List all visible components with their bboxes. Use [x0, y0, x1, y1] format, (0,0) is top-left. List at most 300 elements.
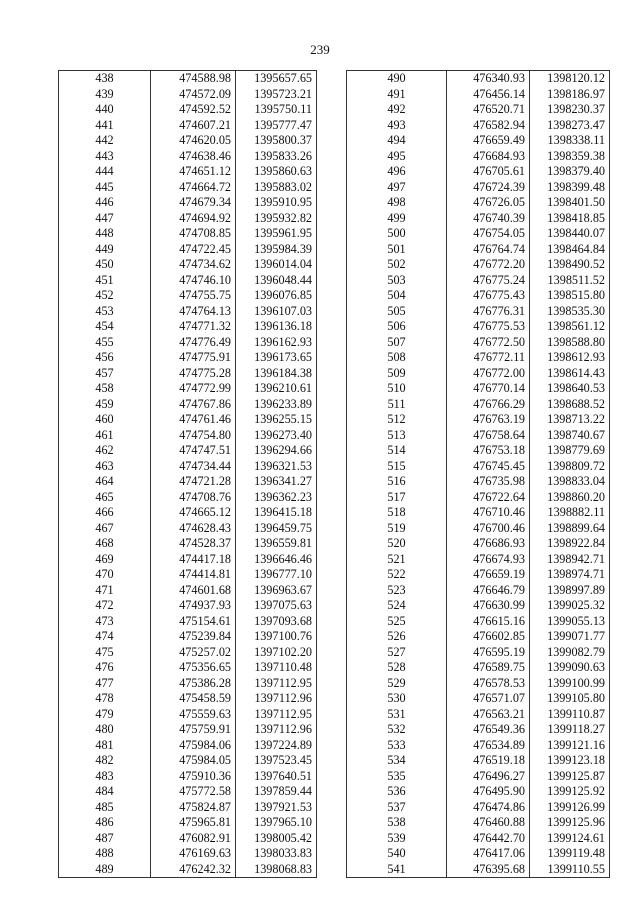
table-row [59, 164, 317, 180]
table-row [347, 707, 610, 723]
x-coordinate-cell: 474620.05 [151, 133, 236, 149]
point-number-cell: 451 [59, 273, 151, 289]
table-row [347, 459, 610, 475]
x-coordinate-cell: 474601.68 [151, 583, 236, 599]
table-row [59, 738, 317, 754]
y-coordinate-cell: 1396341.27 [236, 474, 317, 490]
x-coordinate-cell: 475257.02 [151, 645, 236, 661]
point-number-cell: 442 [59, 133, 151, 149]
table-row [59, 149, 317, 165]
y-coordinate-cell: 1398230.37 [530, 102, 610, 118]
point-number-cell: 491 [347, 87, 447, 103]
x-coordinate-cell: 476740.39 [447, 211, 530, 227]
coordinate-table-right [346, 70, 610, 878]
point-number-cell: 516 [347, 474, 447, 490]
table-row [347, 226, 610, 242]
point-number-cell: 510 [347, 381, 447, 397]
point-number-cell: 531 [347, 707, 447, 723]
point-number-cell: 526 [347, 629, 447, 645]
table-row [59, 815, 317, 831]
point-number-cell: 444 [59, 164, 151, 180]
y-coordinate-cell: 1396777.10 [236, 567, 317, 583]
x-coordinate-cell: 476724.39 [447, 180, 530, 196]
x-coordinate-cell: 476460.88 [447, 815, 530, 831]
y-coordinate-cell: 1399119.48 [530, 846, 610, 862]
table-row [59, 521, 317, 537]
y-coordinate-cell: 1399105.80 [530, 691, 610, 707]
table-row [347, 753, 610, 769]
y-coordinate-cell: 1397965.10 [236, 815, 317, 831]
x-coordinate-cell: 474592.52 [151, 102, 236, 118]
x-coordinate-cell: 476684.93 [447, 149, 530, 165]
table-row [59, 784, 317, 800]
x-coordinate-cell: 476775.43 [447, 288, 530, 304]
point-number-cell: 488 [59, 846, 151, 862]
x-coordinate-cell: 476571.07 [447, 691, 530, 707]
x-coordinate-cell: 474665.12 [151, 505, 236, 521]
x-coordinate-cell: 476242.32 [151, 862, 236, 878]
table-row [347, 428, 610, 444]
x-coordinate-cell: 474664.72 [151, 180, 236, 196]
table-row [347, 133, 610, 149]
y-coordinate-cell: 1395860.63 [236, 164, 317, 180]
y-coordinate-cell: 1395883.02 [236, 180, 317, 196]
table-row [59, 614, 317, 630]
y-coordinate-cell: 1398833.04 [530, 474, 610, 490]
y-coordinate-cell: 1396255.15 [236, 412, 317, 428]
table-row [59, 273, 317, 289]
x-coordinate-cell: 476770.14 [447, 381, 530, 397]
table-row [59, 87, 317, 103]
y-coordinate-cell: 1397112.96 [236, 722, 317, 738]
point-number-cell: 509 [347, 366, 447, 382]
x-coordinate-cell: 476710.46 [447, 505, 530, 521]
point-number-cell: 495 [347, 149, 447, 165]
y-coordinate-cell: 1397100.76 [236, 629, 317, 645]
point-number-cell: 460 [59, 412, 151, 428]
y-coordinate-cell: 1397102.20 [236, 645, 317, 661]
x-coordinate-cell: 475559.63 [151, 707, 236, 723]
x-coordinate-cell: 475965.81 [151, 815, 236, 831]
x-coordinate-cell: 474747.51 [151, 443, 236, 459]
x-coordinate-cell: 474638.46 [151, 149, 236, 165]
x-coordinate-cell: 476754.05 [447, 226, 530, 242]
y-coordinate-cell: 1398899.64 [530, 521, 610, 537]
x-coordinate-cell: 476745.45 [447, 459, 530, 475]
y-coordinate-cell: 1398515.80 [530, 288, 610, 304]
x-coordinate-cell: 476674.93 [447, 552, 530, 568]
y-coordinate-cell: 1395910.95 [236, 195, 317, 211]
table-row [347, 862, 610, 878]
point-number-cell: 461 [59, 428, 151, 444]
table-row [347, 846, 610, 862]
x-coordinate-cell: 476735.98 [447, 474, 530, 490]
y-coordinate-cell: 1398401.50 [530, 195, 610, 211]
x-coordinate-cell: 476615.16 [447, 614, 530, 630]
point-number-cell: 481 [59, 738, 151, 754]
table-row [347, 288, 610, 304]
table-row [347, 257, 610, 273]
y-coordinate-cell: 1395723.21 [236, 87, 317, 103]
x-coordinate-cell: 474755.75 [151, 288, 236, 304]
table-row [347, 722, 610, 738]
point-number-cell: 493 [347, 118, 447, 134]
table-row [347, 505, 610, 521]
y-coordinate-cell: 1398535.30 [530, 304, 610, 320]
point-number-cell: 487 [59, 831, 151, 847]
point-number-cell: 533 [347, 738, 447, 754]
y-coordinate-cell: 1398942.71 [530, 552, 610, 568]
x-coordinate-cell: 474417.18 [151, 552, 236, 568]
x-coordinate-cell: 474775.28 [151, 366, 236, 382]
y-coordinate-cell: 1397075.63 [236, 598, 317, 614]
x-coordinate-cell: 474767.86 [151, 397, 236, 413]
table-row [347, 645, 610, 661]
point-number-cell: 439 [59, 87, 151, 103]
x-coordinate-cell: 475910.36 [151, 769, 236, 785]
table-row [59, 505, 317, 521]
x-coordinate-cell: 474679.34 [151, 195, 236, 211]
x-coordinate-cell: 475458.59 [151, 691, 236, 707]
table-row [59, 428, 317, 444]
y-coordinate-cell: 1398974.71 [530, 567, 610, 583]
point-number-cell: 446 [59, 195, 151, 211]
y-coordinate-cell: 1398399.48 [530, 180, 610, 196]
y-coordinate-cell: 1397523.45 [236, 753, 317, 769]
point-number-cell: 443 [59, 149, 151, 165]
point-number-cell: 498 [347, 195, 447, 211]
y-coordinate-cell: 1397112.96 [236, 691, 317, 707]
x-coordinate-cell: 474937.93 [151, 598, 236, 614]
point-number-cell: 500 [347, 226, 447, 242]
x-coordinate-cell: 476496.27 [447, 769, 530, 785]
x-coordinate-cell: 476772.20 [447, 257, 530, 273]
table-row [59, 660, 317, 676]
y-coordinate-cell: 1396173.65 [236, 350, 317, 366]
y-coordinate-cell: 1396646.46 [236, 552, 317, 568]
point-number-cell: 452 [59, 288, 151, 304]
point-number-cell: 479 [59, 707, 151, 723]
y-coordinate-cell: 1399121.16 [530, 738, 610, 754]
table-row [59, 629, 317, 645]
x-coordinate-cell: 475154.61 [151, 614, 236, 630]
point-number-cell: 467 [59, 521, 151, 537]
y-coordinate-cell: 1398005.42 [236, 831, 317, 847]
y-coordinate-cell: 1399071.77 [530, 629, 610, 645]
point-number-cell: 445 [59, 180, 151, 196]
table-row [59, 133, 317, 149]
x-coordinate-cell: 476520.71 [447, 102, 530, 118]
table-row [59, 552, 317, 568]
y-coordinate-cell: 1396415.18 [236, 505, 317, 521]
x-coordinate-cell: 476495.90 [447, 784, 530, 800]
point-number-cell: 512 [347, 412, 447, 428]
y-coordinate-cell: 1398740.67 [530, 428, 610, 444]
y-coordinate-cell: 1396559.81 [236, 536, 317, 552]
y-coordinate-cell: 1398338.11 [530, 133, 610, 149]
x-coordinate-cell: 476772.50 [447, 335, 530, 351]
point-number-cell: 450 [59, 257, 151, 273]
point-number-cell: 532 [347, 722, 447, 738]
table-row [347, 831, 610, 847]
x-coordinate-cell: 476456.14 [447, 87, 530, 103]
table-row [347, 691, 610, 707]
table-row [347, 598, 610, 614]
y-coordinate-cell: 1396076.85 [236, 288, 317, 304]
point-number-cell: 489 [59, 862, 151, 878]
x-coordinate-cell: 476578.53 [447, 676, 530, 692]
table-row [347, 474, 610, 490]
y-coordinate-cell: 1395750.11 [236, 102, 317, 118]
x-coordinate-cell: 476519.18 [447, 753, 530, 769]
point-number-cell: 520 [347, 536, 447, 552]
point-number-cell: 456 [59, 350, 151, 366]
table-row [59, 335, 317, 351]
table-row [347, 242, 610, 258]
table-row [347, 180, 610, 196]
point-number-cell: 438 [59, 71, 151, 87]
y-coordinate-cell: 1398588.80 [530, 335, 610, 351]
table-row [347, 660, 610, 676]
y-coordinate-cell: 1399055.13 [530, 614, 610, 630]
table-row [59, 676, 317, 692]
point-number-cell: 490 [347, 71, 447, 87]
point-number-cell: 463 [59, 459, 151, 475]
x-coordinate-cell: 476763.19 [447, 412, 530, 428]
table-row [59, 102, 317, 118]
table-row [347, 676, 610, 692]
point-number-cell: 482 [59, 753, 151, 769]
y-coordinate-cell: 1397093.68 [236, 614, 317, 630]
point-number-cell: 471 [59, 583, 151, 599]
point-number-cell: 457 [59, 366, 151, 382]
point-number-cell: 494 [347, 133, 447, 149]
point-number-cell: 521 [347, 552, 447, 568]
y-coordinate-cell: 1398068.83 [236, 862, 317, 878]
y-coordinate-cell: 1398379.40 [530, 164, 610, 180]
x-coordinate-cell: 474734.44 [151, 459, 236, 475]
y-coordinate-cell: 1395932.82 [236, 211, 317, 227]
point-number-cell: 475 [59, 645, 151, 661]
y-coordinate-cell: 1397112.95 [236, 676, 317, 692]
table-row [347, 319, 610, 335]
x-coordinate-cell: 476722.64 [447, 490, 530, 506]
point-number-cell: 492 [347, 102, 447, 118]
table-row [347, 149, 610, 165]
x-coordinate-cell: 475772.58 [151, 784, 236, 800]
y-coordinate-cell: 1396210.61 [236, 381, 317, 397]
point-number-cell: 484 [59, 784, 151, 800]
y-coordinate-cell: 1398561.12 [530, 319, 610, 335]
y-coordinate-cell: 1399125.87 [530, 769, 610, 785]
table-row [59, 71, 317, 87]
point-number-cell: 529 [347, 676, 447, 692]
table-row [59, 381, 317, 397]
x-coordinate-cell: 476775.24 [447, 273, 530, 289]
table-row [59, 412, 317, 428]
table-row [59, 443, 317, 459]
point-number-cell: 511 [347, 397, 447, 413]
x-coordinate-cell: 474708.85 [151, 226, 236, 242]
point-number-cell: 515 [347, 459, 447, 475]
page-number: 239 [310, 42, 330, 57]
table-row [347, 412, 610, 428]
point-number-cell: 469 [59, 552, 151, 568]
point-number-cell: 503 [347, 273, 447, 289]
x-coordinate-cell: 476659.49 [447, 133, 530, 149]
table-row [59, 195, 317, 211]
table-row [347, 211, 610, 227]
point-number-cell: 465 [59, 490, 151, 506]
x-coordinate-cell: 474761.46 [151, 412, 236, 428]
x-coordinate-cell: 476340.93 [447, 71, 530, 87]
point-number-cell: 541 [347, 862, 447, 878]
y-coordinate-cell: 1399118.27 [530, 722, 610, 738]
table-row [59, 304, 317, 320]
y-coordinate-cell: 1399090.63 [530, 660, 610, 676]
table-row [347, 800, 610, 816]
point-number-cell: 501 [347, 242, 447, 258]
y-coordinate-cell: 1398120.12 [530, 71, 610, 87]
table-row [347, 273, 610, 289]
x-coordinate-cell: 476659.19 [447, 567, 530, 583]
table-row [59, 583, 317, 599]
y-coordinate-cell: 1396459.75 [236, 521, 317, 537]
table-row [347, 815, 610, 831]
table-row [59, 567, 317, 583]
table-row [59, 242, 317, 258]
point-number-cell: 505 [347, 304, 447, 320]
point-number-cell: 468 [59, 536, 151, 552]
y-coordinate-cell: 1398997.89 [530, 583, 610, 599]
coordinate-table-left [58, 70, 317, 878]
point-number-cell: 535 [347, 769, 447, 785]
y-coordinate-cell: 1398033.83 [236, 846, 317, 862]
table-row [59, 211, 317, 227]
y-coordinate-cell: 1399123.18 [530, 753, 610, 769]
y-coordinate-cell: 1397224.89 [236, 738, 317, 754]
point-number-cell: 478 [59, 691, 151, 707]
table-row [59, 753, 317, 769]
table-row [59, 257, 317, 273]
point-number-cell: 518 [347, 505, 447, 521]
x-coordinate-cell: 474734.62 [151, 257, 236, 273]
table-row [59, 459, 317, 475]
point-number-cell: 528 [347, 660, 447, 676]
table-row [347, 335, 610, 351]
x-coordinate-cell: 474771.32 [151, 319, 236, 335]
table-row [59, 226, 317, 242]
x-coordinate-cell: 474721.28 [151, 474, 236, 490]
y-coordinate-cell: 1396184.38 [236, 366, 317, 382]
x-coordinate-cell: 476549.36 [447, 722, 530, 738]
y-coordinate-cell: 1395777.47 [236, 118, 317, 134]
point-number-cell: 539 [347, 831, 447, 847]
y-coordinate-cell: 1396162.93 [236, 335, 317, 351]
y-coordinate-cell: 1395657.65 [236, 71, 317, 87]
y-coordinate-cell: 1398922.84 [530, 536, 610, 552]
x-coordinate-cell: 474722.45 [151, 242, 236, 258]
x-coordinate-cell: 476595.19 [447, 645, 530, 661]
y-coordinate-cell: 1397110.48 [236, 660, 317, 676]
x-coordinate-cell: 474414.81 [151, 567, 236, 583]
table-row [347, 784, 610, 800]
x-coordinate-cell: 476646.79 [447, 583, 530, 599]
point-number-cell: 480 [59, 722, 151, 738]
x-coordinate-cell: 474708.76 [151, 490, 236, 506]
table-row [59, 645, 317, 661]
y-coordinate-cell: 1399100.99 [530, 676, 610, 692]
point-number-cell: 462 [59, 443, 151, 459]
point-number-cell: 522 [347, 567, 447, 583]
x-coordinate-cell: 476753.18 [447, 443, 530, 459]
y-coordinate-cell: 1398688.52 [530, 397, 610, 413]
table-row [347, 366, 610, 382]
x-coordinate-cell: 476602.85 [447, 629, 530, 645]
x-coordinate-cell: 475386.28 [151, 676, 236, 692]
y-coordinate-cell: 1398640.53 [530, 381, 610, 397]
point-number-cell: 473 [59, 614, 151, 630]
y-coordinate-cell: 1399126.99 [530, 800, 610, 816]
point-number-cell: 472 [59, 598, 151, 614]
table-row [347, 118, 610, 134]
y-coordinate-cell: 1399025.32 [530, 598, 610, 614]
point-number-cell: 455 [59, 335, 151, 351]
point-number-cell: 517 [347, 490, 447, 506]
y-coordinate-cell: 1398612.93 [530, 350, 610, 366]
y-coordinate-cell: 1398614.43 [530, 366, 610, 382]
table-row [59, 366, 317, 382]
point-number-cell: 485 [59, 800, 151, 816]
x-coordinate-cell: 476776.31 [447, 304, 530, 320]
table-row [347, 164, 610, 180]
point-number-cell: 464 [59, 474, 151, 490]
point-number-cell: 441 [59, 118, 151, 134]
x-coordinate-cell: 476772.11 [447, 350, 530, 366]
table-row [59, 800, 317, 816]
y-coordinate-cell: 1396107.03 [236, 304, 317, 320]
point-number-cell: 530 [347, 691, 447, 707]
x-coordinate-cell: 476775.53 [447, 319, 530, 335]
y-coordinate-cell: 1396233.89 [236, 397, 317, 413]
x-coordinate-cell: 475239.84 [151, 629, 236, 645]
point-number-cell: 497 [347, 180, 447, 196]
x-coordinate-cell: 474746.10 [151, 273, 236, 289]
table-row [59, 722, 317, 738]
point-number-cell: 502 [347, 257, 447, 273]
y-coordinate-cell: 1399125.96 [530, 815, 610, 831]
y-coordinate-cell: 1398713.22 [530, 412, 610, 428]
x-coordinate-cell: 474588.98 [151, 71, 236, 87]
point-number-cell: 447 [59, 211, 151, 227]
point-number-cell: 506 [347, 319, 447, 335]
y-coordinate-cell: 1396048.44 [236, 273, 317, 289]
x-coordinate-cell: 476726.05 [447, 195, 530, 211]
table-row [59, 350, 317, 366]
y-coordinate-cell: 1398359.38 [530, 149, 610, 165]
table-row [59, 474, 317, 490]
point-number-cell: 440 [59, 102, 151, 118]
table-row [347, 738, 610, 754]
y-coordinate-cell: 1398490.52 [530, 257, 610, 273]
y-coordinate-cell: 1399082.79 [530, 645, 610, 661]
y-coordinate-cell: 1396294.66 [236, 443, 317, 459]
table-row [59, 691, 317, 707]
table-row [59, 397, 317, 413]
table-row [59, 536, 317, 552]
x-coordinate-cell: 476705.61 [447, 164, 530, 180]
y-coordinate-cell: 1398418.85 [530, 211, 610, 227]
